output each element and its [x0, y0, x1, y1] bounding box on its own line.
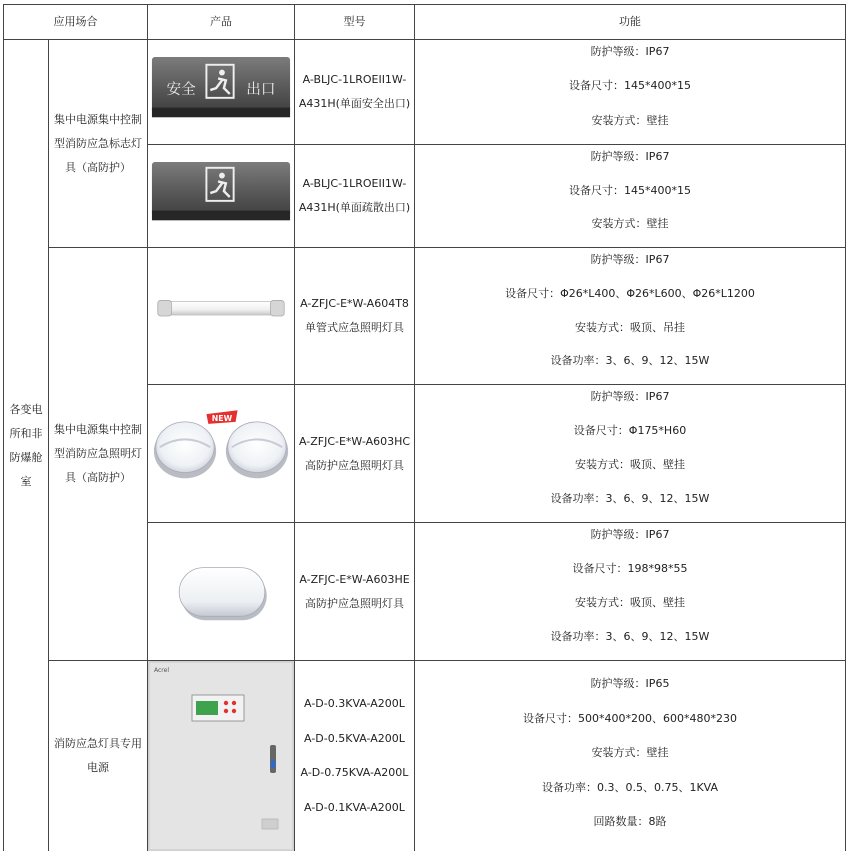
round-lamp-icon — [150, 385, 292, 522]
spec-line: 设备尺寸：500*400*200、600*480*230 — [523, 711, 737, 725]
model-line: A-BLJC-1LROEII1W- — [302, 73, 407, 86]
spec-line: 防护等级：IP67 — [590, 390, 670, 403]
oval-lamp-icon — [150, 523, 292, 660]
model-cell-0 — [295, 40, 414, 144]
spec-line: 设备功率：0.3、0.5、0.75、1KVA — [541, 780, 719, 794]
sign-text-right: 出口 — [246, 80, 276, 98]
header-model: 型号 — [343, 15, 366, 28]
header-function: 功能 — [619, 15, 641, 28]
product-image-round-lamp — [148, 385, 294, 522]
location-cell: 各变电所和非防爆舱室 — [9, 402, 43, 488]
spec-line: 安装方式：吸顶、壁挂 — [575, 596, 685, 609]
spec-line: 设备尺寸：145*400*15 — [569, 79, 691, 93]
model-line: A-ZFJC-E*W-A604T8 — [300, 297, 409, 310]
group-sign-light: 集中电源集中控制型消防应急标志灯具（高防护） — [54, 112, 142, 174]
spec-line: 防护等级：IP65 — [590, 677, 670, 690]
spec-line: 防护等级：IP67 — [590, 528, 670, 541]
cabinet-brand: Acrel — [154, 667, 169, 674]
table-border — [845, 4, 846, 851]
spec-line: 安装方式：壁挂 — [591, 113, 669, 127]
model-cell-4 — [295, 523, 414, 660]
product-image-power-cabinet — [148, 661, 294, 851]
function-cell-2 — [415, 248, 845, 384]
spec-line: 安装方式：壁挂 — [591, 217, 669, 231]
group-emergency-light: 集中电源集中控制型消防应急照明灯具（高防护） — [54, 423, 142, 484]
model-line: A431H(单面安全出口) — [298, 97, 411, 110]
spec-line: 防护等级：IP67 — [590, 253, 670, 266]
model-line: A-D-0.3KVA-A200L — [304, 697, 405, 710]
exit-sign-icon — [150, 40, 292, 144]
group-power-supply: 消防应急灯具专用电源 — [54, 737, 142, 774]
model-line: 高防护应急照明灯具 — [305, 596, 404, 610]
spec-line: 安装方式：吸顶、吊挂 — [575, 320, 685, 334]
model-line: A431H(单面疏散出口) — [298, 201, 411, 214]
model-cell-5 — [295, 661, 414, 851]
header-scene: 应用场合 — [53, 15, 98, 28]
model-cell-1 — [295, 145, 414, 247]
model-cell-3 — [295, 385, 414, 522]
header-product: 产品 — [210, 15, 232, 28]
spec-line: 安装方式：壁挂 — [591, 746, 669, 759]
function-cell-3 — [415, 385, 845, 522]
new-badge: NEW — [211, 413, 233, 423]
spec-line: 防护等级：IP67 — [590, 150, 670, 163]
spec-line: 回路数量：8路 — [593, 815, 667, 828]
spec-line: 设备尺寸：Φ26*L400、Φ26*L600、Φ26*L1200 — [505, 286, 755, 300]
product-image-safety-exit-sign — [148, 40, 294, 144]
model-line: A-ZFJC-E*W-A603HC — [298, 434, 411, 448]
spec-line: 设备尺寸：Φ175*H60 — [573, 424, 687, 437]
model-line: 高防护应急照明灯具 — [305, 458, 404, 472]
function-cell-0 — [415, 40, 845, 144]
product-image-evacuation-sign — [148, 145, 294, 247]
function-cell-1 — [415, 145, 845, 247]
spec-line: 安装方式：吸顶、壁挂 — [575, 458, 685, 471]
spec-line: 设备功率：3、6、9、12、15W — [550, 354, 710, 368]
spec-line: 设备尺寸：145*400*15 — [569, 183, 691, 197]
tube-light-icon — [150, 248, 292, 384]
spec-line: 设备功率：3、6、9、12、15W — [550, 492, 710, 505]
model-cell-2 — [295, 248, 414, 384]
spec-line: 设备功率：3、6、9、12、15W — [550, 630, 710, 643]
evacuation-sign-icon — [150, 145, 292, 247]
product-image-oval-lamp — [148, 523, 294, 660]
function-cell-5 — [415, 661, 845, 851]
model-line: 单管式应急照明灯具 — [305, 321, 404, 334]
power-cabinet-icon — [148, 661, 294, 851]
model-line: A-ZFJC-E*W-A603HE — [299, 572, 410, 586]
product-image-tube-light — [148, 248, 294, 384]
model-line: A-D-0.5KVA-A200L — [304, 731, 405, 745]
model-line: A-D-0.1KVA-A200L — [304, 800, 405, 814]
model-line: A-D-0.75KVA-A200L — [300, 766, 409, 779]
spec-line: 设备尺寸：198*98*55 — [572, 562, 688, 575]
sign-text-left: 安全 — [166, 80, 196, 98]
function-cell-4 — [415, 523, 845, 660]
spec-line: 防护等级：IP67 — [590, 45, 670, 58]
model-line: A-BLJC-1LROEII1W- — [302, 177, 407, 190]
